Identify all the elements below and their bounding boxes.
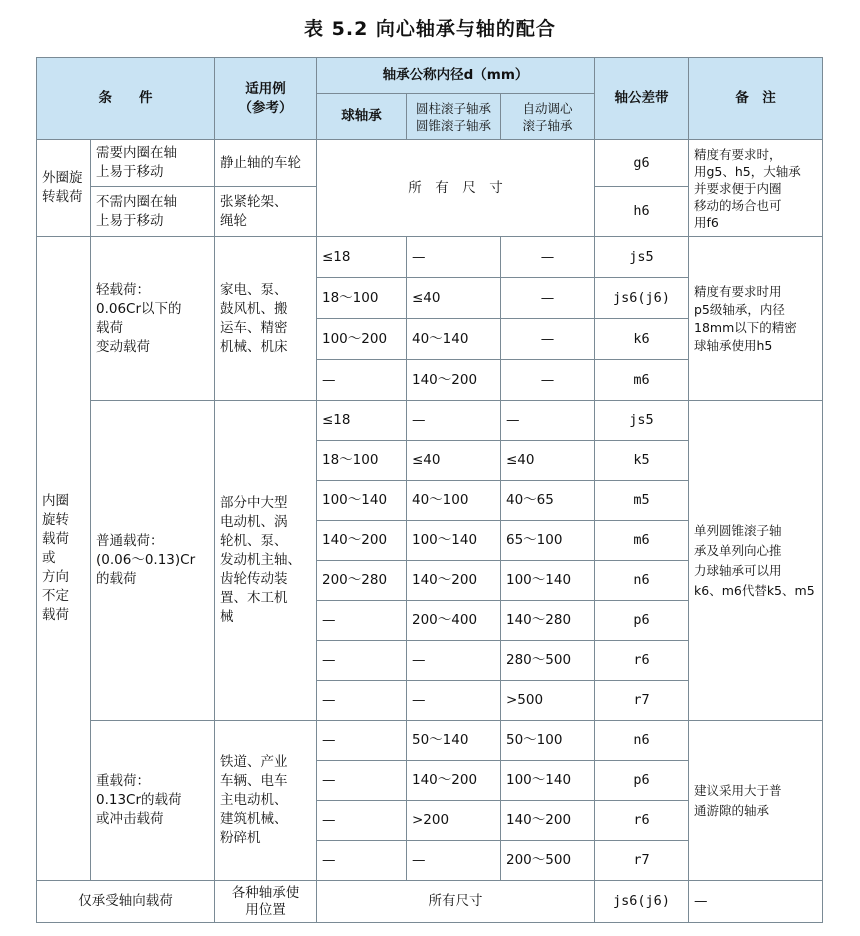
normal-ball-5: — xyxy=(317,601,407,641)
light-cyl-3: 140～200 xyxy=(407,360,501,401)
header-condition: 条 件 xyxy=(37,58,215,140)
light-ball-3: — xyxy=(317,360,407,401)
heavy-cyl-0: 50～140 xyxy=(407,721,501,761)
table-row xyxy=(37,401,823,441)
normal-self-2: 40～65 xyxy=(501,481,595,521)
header-diameter: 轴承公称内径d（mm） xyxy=(317,58,595,94)
table-header-row xyxy=(37,58,823,94)
light-tol-3: m6 xyxy=(595,360,689,401)
heavy-self-1: 100～140 xyxy=(501,761,595,801)
header-example: 适用例 （参考） xyxy=(215,58,317,140)
heavy-remark: 建议采用大于普 通游隙的轴承 xyxy=(689,721,823,881)
normal-cyl-7: — xyxy=(407,681,501,721)
normal-ball-4: 200～280 xyxy=(317,561,407,601)
normal-tol-5: p6 xyxy=(595,601,689,641)
outer-label: 外圈旋 转载荷 xyxy=(37,140,91,237)
heavy-tol-0: n6 xyxy=(595,721,689,761)
normal-example: 部分中大型 电动机、涡 轮机、泵、 发动机主轴、 齿轮传动装 置、木工机 械 xyxy=(215,401,317,721)
normal-tol-0: js5 xyxy=(595,401,689,441)
page-title: 表 5.2 向心轴承与轴的配合 xyxy=(304,18,556,40)
normal-tol-7: r7 xyxy=(595,681,689,721)
normal-cond: 普通载荷： (0.06～0.13)Cr 的载荷 xyxy=(91,401,215,721)
heavy-self-0: 50～100 xyxy=(501,721,595,761)
header-cyl-roller: 圆柱滚子轴承 圆锥滚子轴承 xyxy=(407,94,501,140)
normal-self-1: ≤40 xyxy=(501,441,595,481)
axial-remark: — xyxy=(689,881,823,923)
light-cyl-0: — xyxy=(407,237,501,278)
outer-sizes: 所 有 尺 寸 xyxy=(317,140,595,237)
normal-self-6: 280～500 xyxy=(501,641,595,681)
heavy-self-2: 140～200 xyxy=(501,801,595,841)
table-row xyxy=(37,881,823,923)
light-ball-0: ≤18 xyxy=(317,237,407,278)
normal-ball-0: ≤18 xyxy=(317,401,407,441)
outer-remark: 精度有要求时， 用g5、h5，大轴承 并要求便于内圈 移动的场合也可 用f6 xyxy=(689,140,823,237)
heavy-cond: 重载荷： 0.13Cr的载荷 或冲击载荷 xyxy=(91,721,215,881)
light-self-3: — xyxy=(501,360,595,401)
inner-label: 内圈 旋转 载荷 或 方向 不定 载荷 xyxy=(37,237,91,881)
heavy-cyl-3: — xyxy=(407,841,501,881)
heavy-cyl-1: 140～200 xyxy=(407,761,501,801)
light-remark: 精度有要求时用 p5级轴承，内径 18mm以下的精密 球轴承使用h5 xyxy=(689,237,823,401)
axial-example: 各种轴承使 用位置 xyxy=(215,881,317,923)
normal-tol-3: m6 xyxy=(595,521,689,561)
light-self-0: — xyxy=(501,237,595,278)
normal-tol-4: n6 xyxy=(595,561,689,601)
light-cyl-1: ≤40 xyxy=(407,278,501,319)
normal-cyl-6: — xyxy=(407,641,501,681)
light-tol-2: k6 xyxy=(595,319,689,360)
light-self-2: — xyxy=(501,319,595,360)
outer-cond-0: 需要内圈在轴 上易于移动 xyxy=(91,140,215,187)
outer-example-0: 静止轴的车轮 xyxy=(215,140,317,187)
heavy-ball-2: — xyxy=(317,801,407,841)
header-ball: 球轴承 xyxy=(317,94,407,140)
table-row xyxy=(37,721,823,761)
normal-self-4: 100～140 xyxy=(501,561,595,601)
normal-ball-3: 140～200 xyxy=(317,521,407,561)
normal-self-7: >500 xyxy=(501,681,595,721)
normal-ball-6: — xyxy=(317,641,407,681)
light-cond: 轻载荷： 0.06Cr以下的 载荷 变动载荷 xyxy=(91,237,215,401)
normal-cyl-2: 40～100 xyxy=(407,481,501,521)
heavy-ball-3: — xyxy=(317,841,407,881)
normal-cyl-3: 100～140 xyxy=(407,521,501,561)
light-tol-0: js5 xyxy=(595,237,689,278)
normal-cyl-1: ≤40 xyxy=(407,441,501,481)
outer-example-1: 张紧轮架、 绳轮 xyxy=(215,187,317,237)
outer-tol-0: g6 xyxy=(595,140,689,187)
heavy-ball-0: — xyxy=(317,721,407,761)
outer-cond-1: 不需内圈在轴 上易于移动 xyxy=(91,187,215,237)
normal-cyl-4: 140～200 xyxy=(407,561,501,601)
light-ball-1: 18～100 xyxy=(317,278,407,319)
heavy-tol-3: r7 xyxy=(595,841,689,881)
light-tol-1: js6(j6) xyxy=(595,278,689,319)
normal-self-5: 140～280 xyxy=(501,601,595,641)
light-ball-2: 100～200 xyxy=(317,319,407,360)
outer-tol-1: h6 xyxy=(595,187,689,237)
heavy-tol-2: r6 xyxy=(595,801,689,841)
normal-cyl-0: — xyxy=(407,401,501,441)
light-cyl-2: 40～140 xyxy=(407,319,501,360)
heavy-tol-1: p6 xyxy=(595,761,689,801)
bearing-fit-table xyxy=(36,57,823,923)
heavy-cyl-2: >200 xyxy=(407,801,501,841)
normal-tol-2: m5 xyxy=(595,481,689,521)
normal-self-3: 65～100 xyxy=(501,521,595,561)
light-example: 家电、泵、 鼓风机、搬 运车、精密 机械、机床 xyxy=(215,237,317,401)
normal-ball-1: 18～100 xyxy=(317,441,407,481)
header-tolerance: 轴公差带 xyxy=(595,58,689,140)
axial-tol: js6(j6) xyxy=(595,881,689,923)
header-remarks: 备 注 xyxy=(689,58,823,140)
normal-cyl-5: 200～400 xyxy=(407,601,501,641)
heavy-example: 铁道、产业 车辆、电车 主电动机、 建筑机械、 粉碎机 xyxy=(215,721,317,881)
heavy-ball-1: — xyxy=(317,761,407,801)
normal-self-0: — xyxy=(501,401,595,441)
table-row xyxy=(37,237,823,278)
normal-tol-6: r6 xyxy=(595,641,689,681)
normal-tol-1: k5 xyxy=(595,441,689,481)
table-row xyxy=(37,140,823,187)
normal-ball-7: — xyxy=(317,681,407,721)
normal-ball-2: 100～140 xyxy=(317,481,407,521)
header-self-align: 自动调心 滚子轴承 xyxy=(501,94,595,140)
axial-sizes: 所有尺寸 xyxy=(317,881,595,923)
light-self-1: — xyxy=(501,278,595,319)
normal-remark: 单列圆锥滚子轴 承及单列向心推 力球轴承可以用 k6、m6代替k5、m5 xyxy=(689,401,823,721)
heavy-self-3: 200～500 xyxy=(501,841,595,881)
axial-cond: 仅承受轴向载荷 xyxy=(37,881,215,923)
